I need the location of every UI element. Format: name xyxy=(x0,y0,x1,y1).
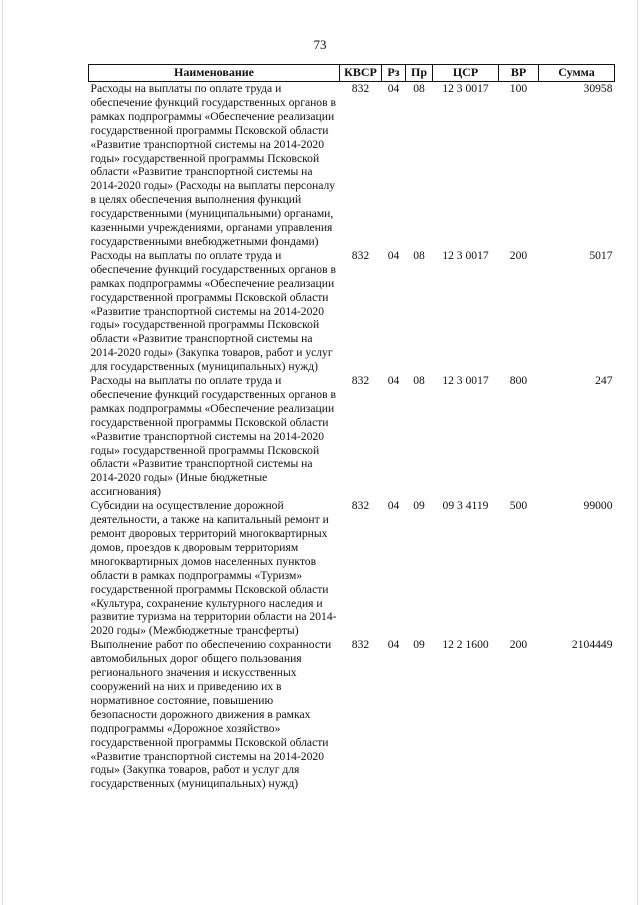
table-row xyxy=(89,249,615,374)
cell-name: Субсидии на осуществление дорожной деятельности, а также на капитальный ремонт и ремонт дворовых территорий многоквартирных домов, проездов к дворовым территориям многоквартирных домов населенных пунктов области в рамках подпрограммы «Туризм» государственной программы Псковской области «Культура, сохранение культурного наследия и развитие туризма на территории области на 2014-2020 годы» (Межбюджетные трансферты) xyxy=(90,499,337,638)
cell-pr: 09 xyxy=(413,499,425,513)
cell-name: Выполнение работ по обеспечению сохранности автомобильных дорог общего пользования регионального значения и искусственных сооружений на них и приведению их в нормативное состояние, повышению безопасности дорожного движения в рамках подпрограммы «Дорожное хозяйство» государственной программы Псковской области «Развитие транспортной системы на 2014-2020 годы» (Закупка товаров, работ и услуг для государственных (муниципальных) нужд) xyxy=(90,638,332,791)
cell-sum: 247 xyxy=(595,374,613,388)
cell-vr: 500 xyxy=(509,499,528,513)
table-header-row xyxy=(89,65,615,82)
cell-rz: 04 xyxy=(387,499,400,513)
header-rz: Рз xyxy=(382,65,406,82)
cell-name: Расходы на выплаты по оплате труда и обеспечение функций государственных органов в рамках подпрограммы «Обеспечение реализации государственной программы Псковской области «Развитие транспортной системы на 2014-2020 годы» государственной программы Псковской области «Развитие транспортной системы на 2014-2020 годы» (Закупка товаров, работ и услуг для государственных (муниципальных) нужд) xyxy=(90,248,336,374)
cell-csr: 12 3 0017 xyxy=(442,374,489,388)
cell-pr: 08 xyxy=(413,248,425,262)
header-name: Наименование xyxy=(89,65,340,82)
header-pr: Пр xyxy=(406,65,433,82)
cell-name: Расходы на выплаты по оплате труда и обеспечение функций государственных органов в рамках подпрограммы «Обеспечение реализации государственной программы Псковской области «Развитие транспортной системы на 2014-2020 годы» государственной программы Псковской области «Развитие транспортной системы на 2014-2020 годы» (Расходы на выплаты персоналу в целях обеспечения выполнения функций государственными (муниципальными) органами, казенными учреждениями, органами управления государственными внебюджетными фондами) xyxy=(90,82,336,248)
budget-table xyxy=(88,64,615,791)
cell-pr: 09 xyxy=(413,638,425,652)
cell-csr: 12 2 1600 xyxy=(442,638,489,652)
header-csr: ЦСР xyxy=(433,65,499,82)
cell-vr: 100 xyxy=(509,82,528,95)
header-kvsr: КВСР xyxy=(340,65,382,82)
cell-pr: 08 xyxy=(413,374,425,388)
table-row xyxy=(89,499,615,638)
cell-vr: 200 xyxy=(509,248,528,262)
cell-name: Расходы на выплаты по оплате труда и обеспечение функций государственных органов в рамках подпрограммы «Обеспечение реализации государственной программы Псковской области «Развитие транспортной системы на 2014-2020 годы» государственной программы Псковской области «Развитие транспортной системы на 2014-2020 годы» (Иные бюджетные ассигнования) xyxy=(90,374,336,499)
cell-sum: 30958 xyxy=(583,82,613,95)
cell-sum: 99000 xyxy=(583,499,613,513)
page-number: 73 xyxy=(313,37,327,52)
table-row xyxy=(89,82,615,249)
cell-kvsr: 832 xyxy=(351,499,370,513)
header-vr: ВР xyxy=(499,65,539,82)
cell-kvsr: 832 xyxy=(351,374,370,388)
header-sum: Сумма xyxy=(539,65,615,82)
cell-sum: 5017 xyxy=(589,248,613,262)
left-scan-edge xyxy=(2,0,3,905)
table-row xyxy=(89,374,615,499)
cell-vr: 200 xyxy=(509,638,528,652)
cell-rz: 04 xyxy=(387,248,400,262)
cell-kvsr: 832 xyxy=(351,248,370,262)
cell-csr: 12 3 0017 xyxy=(442,82,489,95)
cell-csr: 12 3 0017 xyxy=(442,248,489,262)
cell-vr: 800 xyxy=(509,374,528,388)
cell-rz: 04 xyxy=(387,82,400,95)
cell-kvsr: 832 xyxy=(351,82,370,95)
cell-csr: 09 3 4119 xyxy=(442,499,489,513)
cell-pr: 08 xyxy=(413,82,425,95)
right-scan-edge xyxy=(637,0,638,905)
cell-kvsr: 832 xyxy=(351,638,370,652)
cell-sum: 2104449 xyxy=(571,638,613,652)
cell-rz: 04 xyxy=(387,374,400,388)
table-row xyxy=(89,638,615,791)
cell-rz: 04 xyxy=(387,638,400,652)
